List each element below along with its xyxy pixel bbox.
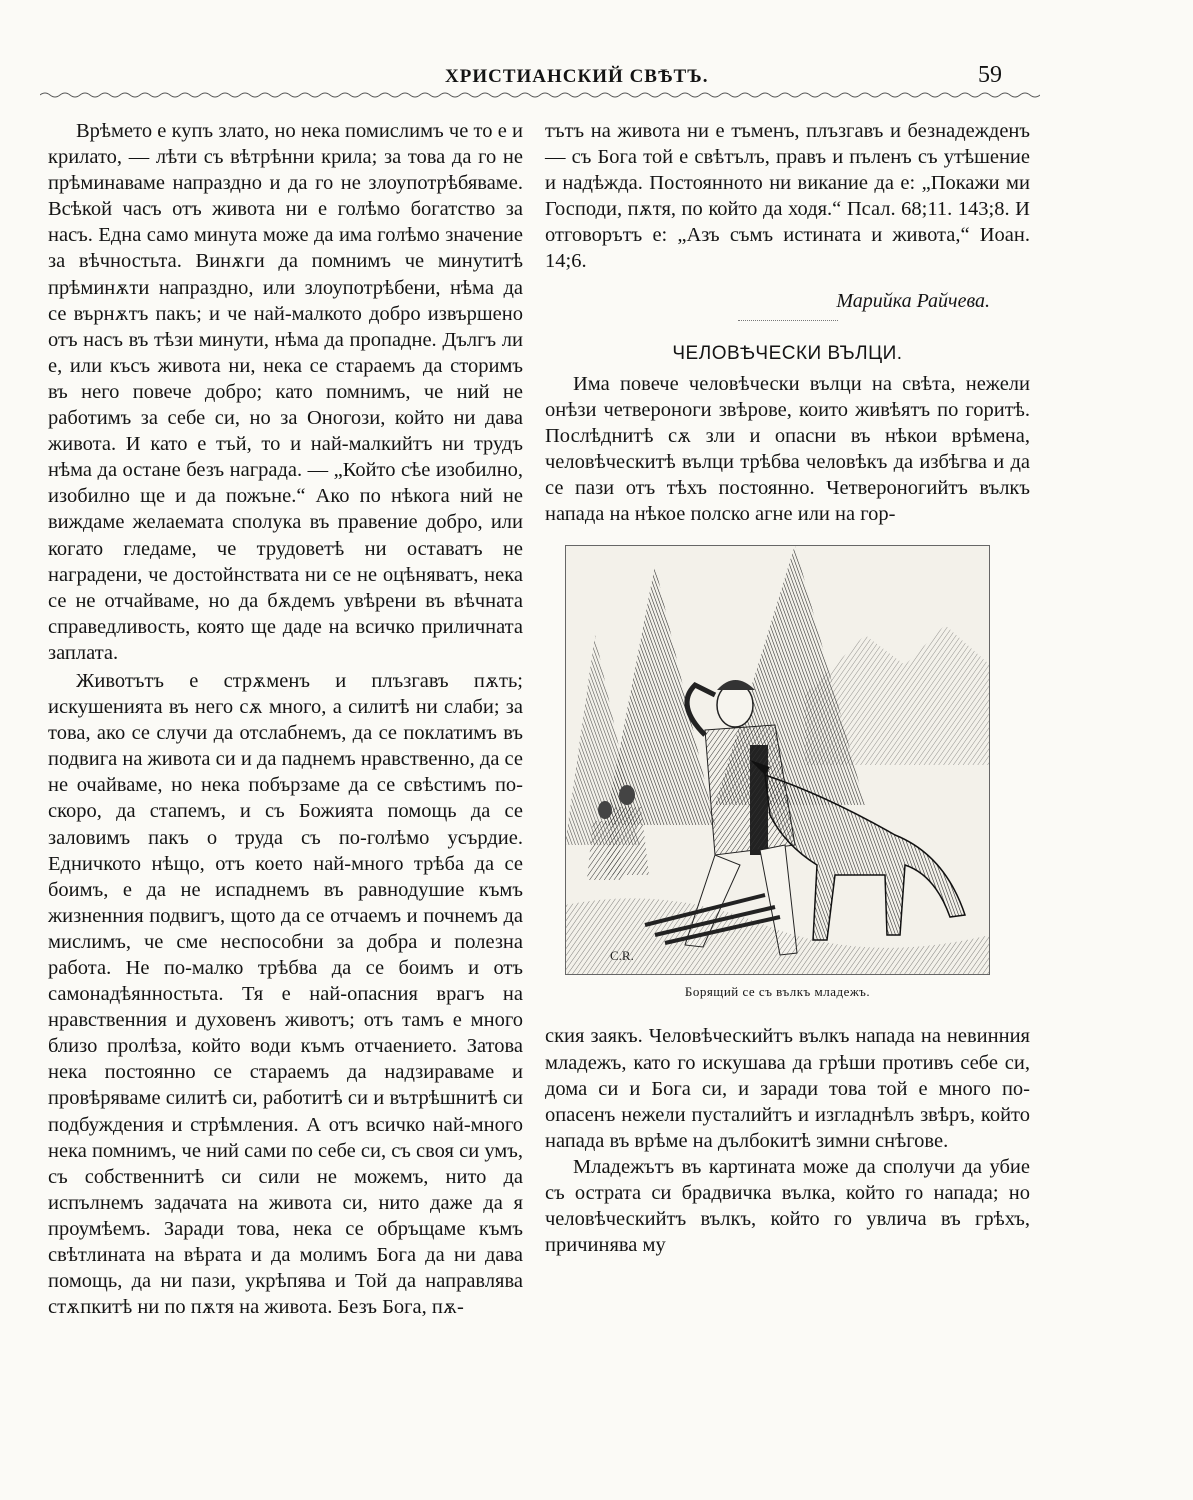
paragraph-continuation: тътъ на живота ни е тъменъ, плъзгавъ и безнадежденъ — съ Бога той е свѣтълъ, правъ и пъленъ съ утѣшение и надѣжда. Постоянното ни викание да е: „Покажи ми Господи, пѫтя, по който да ходя.“ Псал. 68;11. 143;8. И отговорътъ е: „Азъ съмъ истината и живота,“ Иоан. 14;6. bbox=[545, 120, 1030, 273]
paragraph-life: Животътъ е стрѫменъ и плъзгавъ пѫть; искушенията въ него сѫ много, а силитѣ ни слаби; за това, ако се случи да отслабнемъ, да се поклатимъ въ подвига на живота си и да паднемъ нравственно, да се не очайваме, но нека побързаме да се свѣстимъ по-скоро, да стапемъ, и съ Божията помощь да се заловимъ пакъ о труда съ по-голѣмо усърдие. Едничкото нѣщо, отъ което най-много трѣба да се боимъ, е да не испаднемъ въ равнодушие къмъ жизненния подвигъ, щото да се отчаемъ и почнемъ да мислимъ, че сме неспособни за добра и полезна работа. Не по-малко трѣбва да се боимъ и отъ самонадѣянностьта. Тя е най-опасния врагъ на нравственния и духовенъ животъ; отъ тамъ е много близо пролѣза, който води къмъ отчаението. Затова нека постоянно се стараемъ да надзираваме и провѣряваме силитѣ си, работитѣ си и вътрѣшнитѣ си подбуждения и стрѣмления. А отъ всичко най-много нека помнимъ, че ний сами по себе си, съ своя си умъ, съ собственнитѣ си сили не можемъ, нито да испълнемъ задачата на живота си, нито даже да я проумѣемъ. Заради това, нека се обръщаме къмъ свѣтлината на вѣрата и да молимъ Бога да ни дава помощь, да ни пази, укрѣпява и Той да направлява стѫпкитѣ ни по пѫтя на живота. Безъ Бога, пѫ- bbox=[48, 669, 523, 1319]
paragraph-wolves-continued: ския заякъ. Человѣческийтъ вълкъ напада на невинния младежъ, като го искушава да грѣши противъ себе си, дома си и Бога си, и заради това той е много по-опасенъ нежели пусталийтъ и изгладнѣлъ звѣръ, който напада въ врѣме на дълбокитѣ зимни снѣгове. bbox=[545, 1025, 1030, 1152]
header-rule bbox=[40, 90, 1040, 100]
figure-caption: Борящий се съ вълкъ младежъ. bbox=[684, 984, 871, 1000]
paragraph-wolves: Има повече человѣчески вълци на свѣта, нежели онѣзи четвероноги звѣрове, които живѣятъ по горитѣ. Послѣднитѣ сѫ зли и опасни въ нѣкои врѣмена, человѣческитѣ вълци трѣбва человѣкъ да избѣгва и да се пази отъ тѣхъ постоянно. Четвероногийтъ вълкъ напада на нѣкое полско агне или на гор- bbox=[545, 372, 1030, 526]
right-column bbox=[545, 118, 1030, 1258]
paragraph-youth: Младежътъ въ картината може да сполучи да убие съ острата си брадвичка вълка, който го напада; но человѣческийтъ вълкъ, който го увлича въ грѣхъ, причинява му bbox=[545, 1155, 1030, 1257]
left-column bbox=[48, 118, 523, 1320]
illustration-initials: C.R. bbox=[610, 948, 634, 964]
engraving-illustration bbox=[565, 545, 990, 975]
section-separator bbox=[738, 320, 838, 321]
page-number: 59 bbox=[978, 62, 1002, 88]
illustration-figure bbox=[565, 545, 990, 1005]
author-signature: Марийка Райчева. bbox=[836, 289, 990, 312]
section-title: ЧЕЛОВѢЧЕСКИ ВЪЛЦИ. bbox=[672, 342, 903, 364]
paragraph-time: Врѣмето е купъ злато, но нека помислимъ че то е и крилато, — лѣти съ вѣтрѣнни крила; за това да го не прѣминаваме напраздно и да го не злоупотрѣбяваме. Всѣкой часъ отъ живота ни е голѣмо богатство за насъ. Една само минута може да има голѣмо значение за вѣчностьта. Винѫги да помнимъ че минутитѣ прѣминѫти напраздно, или злоупотрѣбени, нѣма да се върнѫтъ пакъ; и че най-малкото добро извършено отъ насъ въ тѣзи минути, нѣма да пропадне. Дългъ ли е, или късъ живота ни, нека се стараемъ да сторимъ въ него повече добро; като помнимъ, че ний не работимъ за себе си, но за Оногози, който ни дава живота. И като е тъй, то и най-малкийтъ ни трудъ нѣма да остане безъ награда. — „Който сѣе изобилно, изобилно ще и да пожъне.“ Ако по нѣкога ний не виждаме желаемата сполука въ правение добро, или когато гледаме, че трудоветѣ ни оставатъ не наградени, че достойнствата ни се не оцѣняватъ, нека се не отчайваме, но да бѫдемъ увѣрени въ вѣчната справедливость, която ще даде на всичко приличната заплата. bbox=[48, 120, 523, 664]
page-header bbox=[40, 58, 1040, 98]
running-title: ХРИСТИАНСКИЙ СВѢТЪ. bbox=[445, 66, 709, 87]
